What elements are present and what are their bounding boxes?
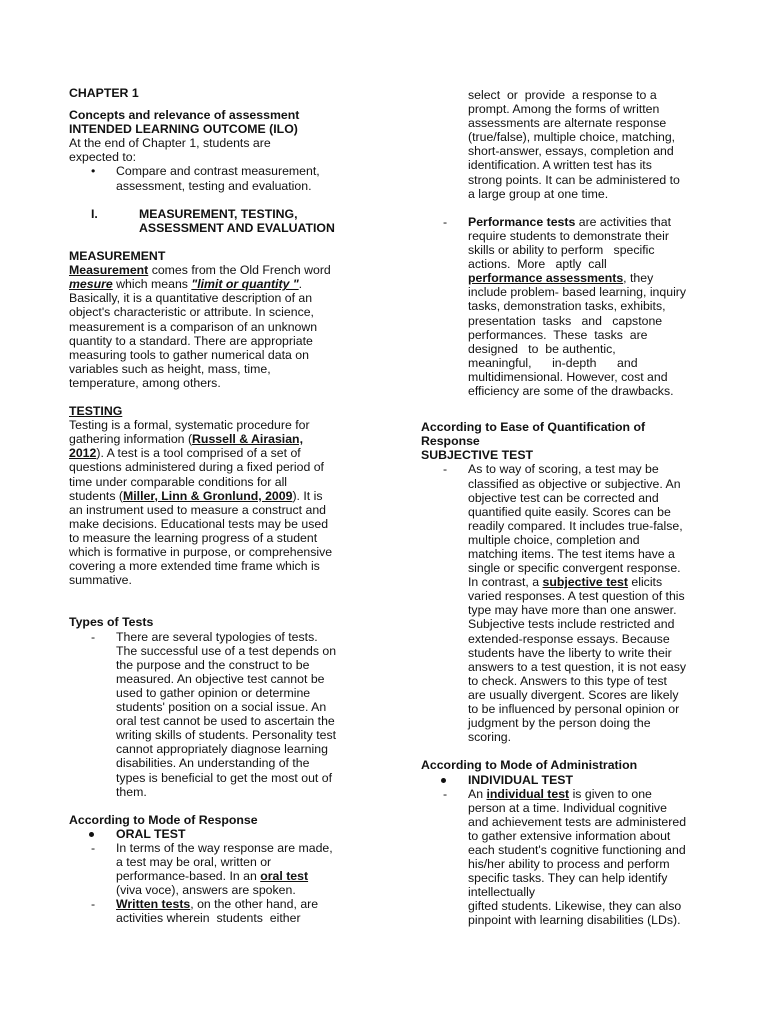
section-number: I. bbox=[91, 206, 98, 221]
oral-heading: ORAL TEST bbox=[69, 827, 359, 841]
written-continuation: select or provide a response to a prompt. Among the forms of written assessments are alternate response (true/false), multiple choice, matching, short-answer, essays, completion and identification. A written test has its strong points. It can be administered to a large group at one time. bbox=[468, 88, 680, 201]
dash-mark: - bbox=[443, 786, 448, 801]
section-heading: I. MEASUREMENT, TESTING, ASSESSMENT AND EVALUATION bbox=[91, 206, 335, 235]
oral-paragraph: - In terms of the way response are made, a test may be oral, written or performance-based. In an oral test (viva voce), answers are spoken. bbox=[91, 840, 333, 898]
subjective-paragraph: - As to way of scoring, a test may be classified as objective or subjective. An objective test can be corrected and quantified quite easily. Scores can be readily compared. It includes true-false, multiple choice, completion and matching items. The test items have a single or specific convergent response. In contrast, a subjective test elicits varied responses. A test question of this type may have more than one answer. Subjective tests include restricted and extended-response essays. Because students have the liberty to write their answers to a test question, it is not easy to check. Answers to this type of test are usually divergent. Scores are likely to be influenced by personal opinion or judgment by the person doing the scoring. bbox=[443, 462, 687, 745]
concepts-title: Concepts and relevance of assessment bbox=[69, 108, 300, 123]
ilo-intro-line: At the end of Chapter 1, students are bbox=[69, 136, 271, 151]
measurement-heading: MEASUREMENT bbox=[69, 249, 166, 264]
ilo-bullet: • Compare and contrast measurement, assessment, testing and evaluation. bbox=[91, 164, 320, 193]
administration-heading: According to Mode of Administration bbox=[421, 758, 638, 773]
left-column: CHAPTER 1 Concepts and relevance of assessment INTENDED LEARNING OUTCOME (ILO) At the end of Chapter 1, students are expected to: • Compare and contrast measurement, assessment, testing and evaluation. I. MEASUREMENT, TESTING, ASSESSMENT AND EVALUATION MEASUREMENT Measurement comes from the Old French word mesure which means "limit or quantity ". Basically, it is a quantitative description of an object's characteristic or attribute. In science, measurement is a comparison of an unknown quantity to a standard. There are appropriate measuring tools to gather numerical data on variables such as height, mass, time, temperature, among others. TESTING Testing is a formal, systematic procedure for gathering information (Russell & Airasian, 2012). A test is a tool comprised of a set of questions administered during a fixed period of time under comparable conditions for all students (Miller, Linn & Gronlund, 2009). It is an instrument used to measure a construct and make decisions. Educational tests may be used to measure the learning progress of a student which is formative in purpose, or comprehensive covering a more extended time frame which is summative. Types of Tests - There are several typologies of tests. The successful use of a test depends on the purpose and the construct to be measured. An objective test cannot be used to gather opinion or determine students' position on a social issue. An oral test cannot be used to ascertain the writing skills of students. Personality test cannot appropriately diagnose learning disabilities. An understanding of the types is beneficial to get the most out of them. According to Mode of Response ORAL TEST - In terms of the way response are made, a test may be oral, written or performance-based. In an oral test (viva voce), answers are spoken. - Written tests, on the other hand, are activities wherein students either bbox=[69, 86, 359, 926]
written-paragraph: - Written tests, on the other hand, are activities wherein students either bbox=[91, 897, 319, 926]
bullet-mark: • bbox=[91, 164, 96, 179]
dash-mark: - bbox=[91, 897, 96, 912]
measurement-paragraph: Measurement comes from the Old French word bbox=[69, 263, 331, 278]
bullet-dot-icon bbox=[441, 778, 446, 783]
types-paragraph: - There are several typologies of tests. The successful use of a test depends on the purpose and the construct to be measured. An objective test cannot be used to gather opinion or determine students' position on a social issue. An oral test cannot be used to ascertain the writing skills of students. Personality test cannot appropriately diagnose learning disabilities. An understanding of the types is beneficial to get the most out of them. bbox=[91, 629, 337, 799]
dash-mark: - bbox=[91, 629, 96, 644]
testing-heading: TESTING bbox=[69, 404, 123, 419]
dash-mark: - bbox=[443, 214, 448, 229]
ilo-title: INTENDED LEARNING OUTCOME (ILO) bbox=[69, 122, 298, 137]
subjective-heading: SUBJECTIVE TEST bbox=[421, 448, 534, 463]
dash-mark: - bbox=[91, 840, 96, 855]
bullet-dot-icon bbox=[89, 832, 94, 837]
individual-heading: INDIVIDUAL TEST bbox=[421, 773, 711, 787]
chapter-title: CHAPTER 1 bbox=[69, 86, 139, 100]
ilo-intro-line: expected to: bbox=[69, 150, 136, 165]
types-heading: Types of Tests bbox=[69, 615, 154, 630]
performance-paragraph: - Performance tests are activities that require students to demonstrate their skills or ability to perform specific actions. More aptly call performance assessments, they include problem- based learning, inquiry tasks, demonstration tasks, exhibits, presentation tasks and capstone performances. These tasks are designed to be authentic, meaningful, in-depth and multidimensional. However, cost and efficiency are some of the drawbacks. bbox=[443, 214, 687, 398]
right-column bbox=[421, 88, 711, 928]
individual-paragraph: - An individual test is given to one person at a time. Individual cognitive and achievement tests are administered to gather extensive information about each student's cognitive functioning and his/her ability to process and perform specific tasks. They can help identify intellectually gifted students. Likewise, they can also pinpoint with learning disabilities (LDs). bbox=[443, 786, 687, 928]
quantification-heading: Response bbox=[421, 434, 480, 449]
testing-paragraph: Testing is a formal, systematic procedure for bbox=[69, 418, 310, 433]
response-heading: According to Mode of Response bbox=[69, 812, 258, 827]
quantification-heading: According to Ease of Quantification of bbox=[421, 420, 646, 435]
dash-mark: - bbox=[443, 462, 448, 477]
